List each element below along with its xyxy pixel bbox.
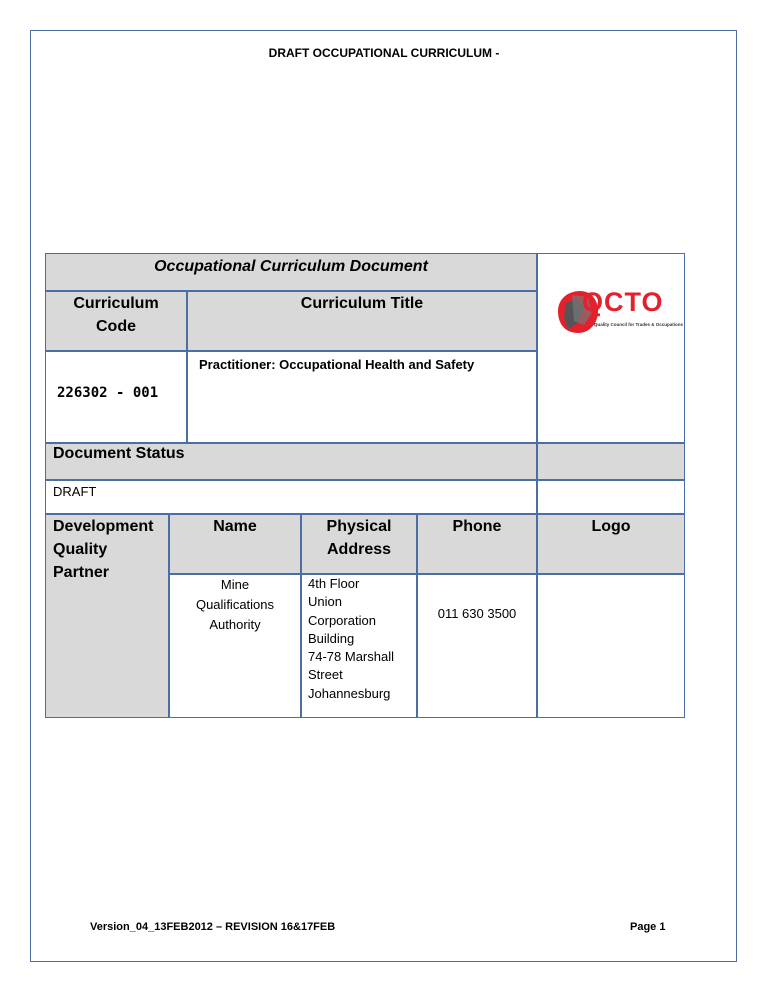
curriculum-code-header-cell — [45, 291, 187, 351]
document-status-header-cell — [45, 443, 537, 480]
address-line: Street — [308, 667, 343, 683]
partner-name: Mine Qualifications Authority — [195, 577, 275, 632]
partner-phone: 011 630 3500 — [437, 606, 517, 621]
partner-address-cell — [301, 574, 417, 718]
qcto-logo-cell — [537, 253, 685, 443]
address-line: Union — [308, 594, 342, 610]
qcto-logo — [554, 285, 684, 343]
status-empty-cell — [537, 480, 685, 514]
curriculum-table — [45, 253, 685, 718]
curriculum-title-header-cell — [187, 291, 537, 351]
development-quality-partner-cell — [45, 514, 169, 718]
phone-column-header: Phone — [452, 518, 502, 535]
logo-column-header-cell — [537, 514, 685, 574]
main-title: Occupational Curriculum Document — [154, 258, 428, 275]
curriculum-title: Practitioner: Occupational Health and Safety — [199, 357, 475, 372]
footer-page-number: Page 1 — [630, 921, 666, 933]
logo-column-header: Logo — [591, 518, 631, 535]
address-column-header-cell — [301, 514, 417, 574]
partner-name-cell — [169, 574, 301, 718]
partner-address — [308, 575, 394, 703]
curriculum-code-header: Curriculum Code — [73, 295, 159, 335]
address-line: 74-78 Marshall — [308, 649, 394, 665]
partner-logo-cell — [537, 574, 685, 718]
address-line: Johannesburg — [308, 685, 391, 701]
address-column-header: Physical Address — [326, 518, 392, 558]
curriculum-title-cell — [187, 351, 537, 443]
document-status-header: Document Status — [53, 445, 185, 462]
curriculum-title-header: Curriculum Title — [300, 295, 424, 312]
address-line: Building — [308, 630, 355, 646]
footer-version: Version_04_13FEB2012 – REVISION 16&17FEB — [90, 921, 336, 933]
qcto-logo-text: QCTO — [582, 287, 664, 317]
document-status-value-cell — [45, 480, 537, 514]
development-quality-partner-label: Development Quality Partner — [53, 518, 154, 581]
phone-column-header-cell — [417, 514, 537, 574]
qcto-logo-tagline: Quality Council for Trades & Occupations — [594, 322, 684, 327]
document-status-value: DRAFT — [53, 484, 97, 499]
address-line: Corporation — [308, 612, 376, 628]
name-column-header: Name — [213, 518, 257, 535]
status-empty-grey-cell — [537, 443, 685, 480]
curriculum-code: 226302 - 001 — [57, 385, 159, 401]
name-column-header-cell — [169, 514, 301, 574]
curriculum-code-cell — [45, 351, 187, 443]
main-title-cell — [45, 253, 537, 291]
page-header: DRAFT OCCUPATIONAL CURRICULUM - — [268, 46, 500, 60]
address-line: 4th Floor — [308, 576, 360, 591]
partner-phone-cell — [417, 574, 537, 718]
